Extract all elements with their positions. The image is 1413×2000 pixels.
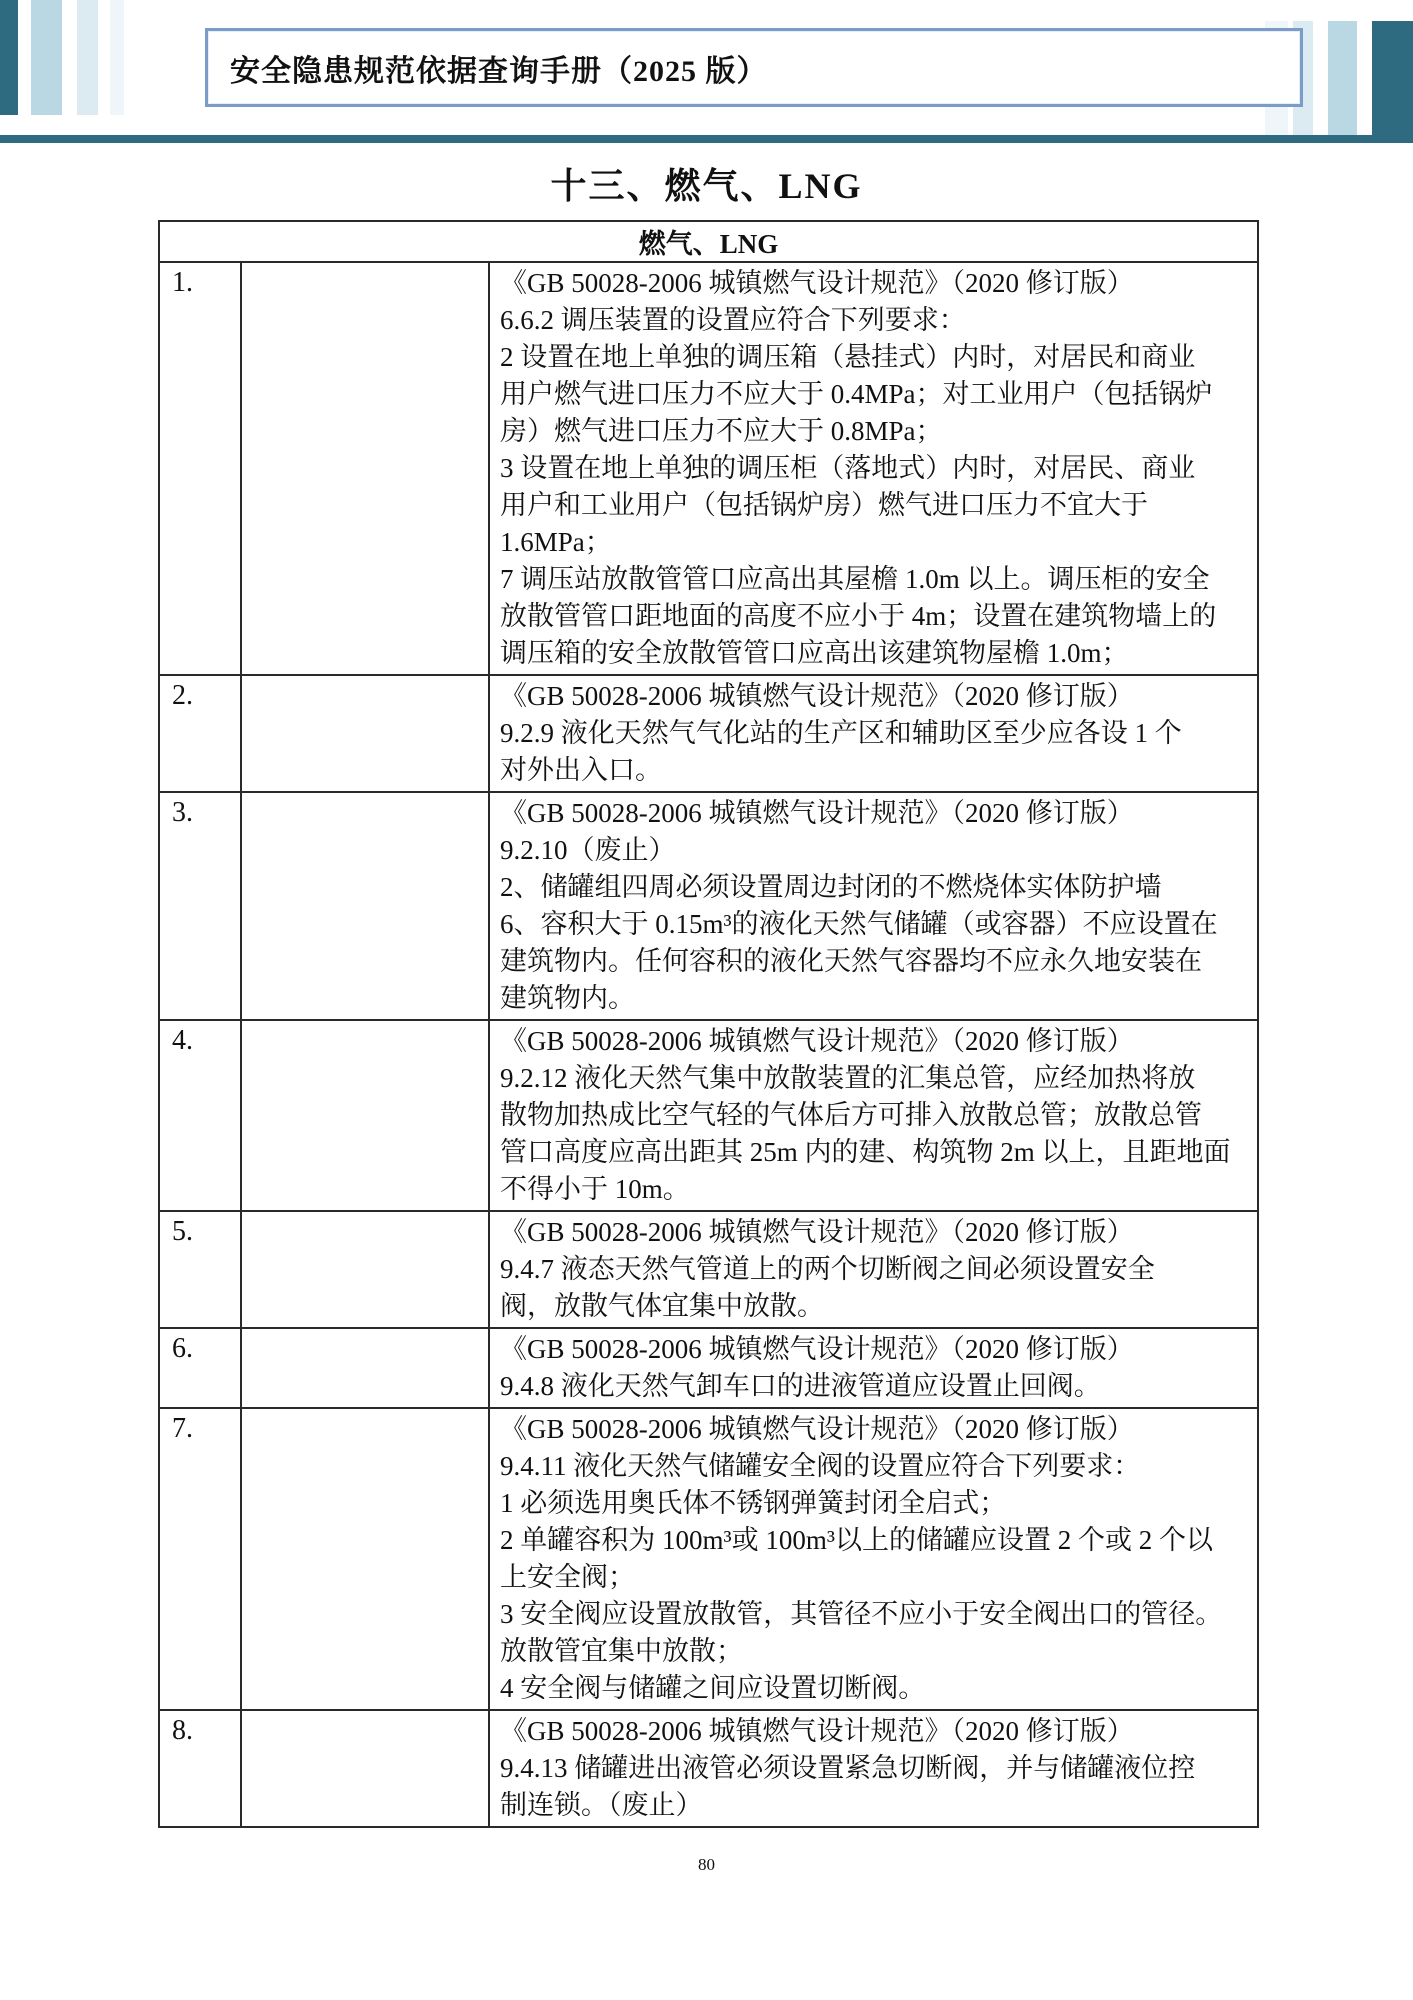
regulation-text-line: 《GB 50028-2006 城镇燃气设计规范》（2020 修订版）	[500, 1217, 1134, 1247]
regulation-text-line: 《GB 50028-2006 城镇燃气设计规范》（2020 修订版）	[500, 1716, 1134, 1746]
regulation-text-line: 阀，放散气体宜集中放散。	[500, 1291, 824, 1321]
regulation-text-line: 制连锁。（废止）	[500, 1790, 703, 1820]
regulation-text-line: 用户和工业用户（包括锅炉房）燃气进口压力不宜大于	[500, 490, 1148, 520]
row-regulation-text	[489, 1408, 1258, 1710]
table-row	[159, 1328, 1258, 1408]
table-row	[159, 1211, 1258, 1328]
regulation-text-line: 2 单罐容积为 100m³或 100m³以上的储罐应设置 2 个或 2 个以	[500, 1525, 1213, 1555]
deco-bar-left-palest	[110, 0, 124, 115]
row-number: 8.	[159, 1710, 241, 1827]
regulation-text-line: 9.4.8 液化天然气卸车口的进液管道应设置止回阀。	[500, 1371, 1101, 1401]
regulation-text-line: 9.4.11 液化天然气储罐安全阀的设置应符合下列要求：	[500, 1451, 1141, 1481]
regulation-text-line: 6.6.2 调压装置的设置应符合下列要求：	[500, 305, 966, 335]
row-regulation-text	[489, 675, 1258, 792]
regulation-text-line: 不得小于 10m。	[500, 1174, 690, 1204]
row-empty-cell	[241, 675, 489, 792]
row-regulation-text	[489, 1211, 1258, 1328]
row-number: 1.	[159, 262, 241, 675]
regulation-text-line: 9.2.10（废止）	[500, 835, 676, 865]
row-regulation-text	[489, 262, 1258, 675]
regulation-text-line: 2、储罐组四周必须设置周边封闭的不燃烧体实体防护墙	[500, 872, 1162, 902]
regulation-text-line: 9.2.9 液化天然气气化站的生产区和辅助区至少应各设 1 个	[500, 718, 1182, 748]
row-empty-cell	[241, 792, 489, 1020]
row-empty-cell	[241, 1710, 489, 1827]
row-regulation-text	[489, 1710, 1258, 1827]
regulation-text-line: 7 调压站放散管管口应高出其屋檐 1.0m 以上。调压柜的安全	[500, 564, 1210, 594]
regulation-text-line: 对外出入口。	[500, 755, 662, 785]
regulation-text-line: 房）燃气进口压力不应大于 0.8MPa；	[500, 416, 943, 446]
deco-bar-left-dark	[0, 0, 18, 115]
table-row	[159, 675, 1258, 792]
regulation-text-line: 《GB 50028-2006 城镇燃气设计规范》（2020 修订版）	[500, 1414, 1134, 1444]
regulation-text-line: 《GB 50028-2006 城镇燃气设计规范》（2020 修订版）	[500, 268, 1134, 298]
table-row	[159, 1710, 1258, 1827]
row-number: 6.	[159, 1328, 241, 1408]
table-row	[159, 792, 1258, 1020]
regulation-text-line: 9.4.7 液态天然气管道上的两个切断阀之间必须设置安全	[500, 1254, 1155, 1284]
manual-title: 安全隐患规范依据查询手册（2025 版）	[230, 54, 768, 88]
regulation-text-line: 9.2.12 液化天然气集中放散装置的汇集总管，应经加热将放	[500, 1063, 1196, 1093]
row-number: 4.	[159, 1020, 241, 1211]
row-empty-cell	[241, 1408, 489, 1710]
deco-bar-left-pale	[77, 0, 98, 115]
regulation-text-line: 《GB 50028-2006 城镇燃气设计规范》（2020 修订版）	[500, 798, 1134, 828]
row-regulation-text	[489, 792, 1258, 1020]
row-number: 5.	[159, 1211, 241, 1328]
regulation-text-line: 上安全阀；	[500, 1562, 635, 1592]
row-empty-cell	[241, 1211, 489, 1328]
regulation-text-line: 《GB 50028-2006 城镇燃气设计规范》（2020 修订版）	[500, 681, 1134, 711]
regulation-text-line: 散物加热成比空气轻的气体后方可排入放散总管；放散总管	[500, 1100, 1202, 1130]
header-divider-rule	[0, 135, 1413, 143]
deco-bar-left-light	[31, 0, 62, 115]
row-number: 2.	[159, 675, 241, 792]
regulation-text-line: 9.4.13 储罐进出液管必须设置紧急切断阀，并与储罐液位控	[500, 1753, 1196, 1783]
page-number: 80	[698, 1855, 715, 1874]
table-row	[159, 262, 1258, 675]
table-row	[159, 1020, 1258, 1211]
row-empty-cell	[241, 1328, 489, 1408]
regulation-text-line: 建筑物内。	[500, 983, 635, 1013]
table-row	[159, 1408, 1258, 1710]
row-number: 7.	[159, 1408, 241, 1710]
regulation-text-line: 2 设置在地上单独的调压箱（悬挂式）内时，对居民和商业	[500, 342, 1196, 372]
regulation-text-line: 1.6MPa；	[500, 527, 612, 557]
regulation-text-line: 放散管管口距地面的高度不应小于 4m；设置在建筑物墙上的	[500, 601, 1217, 631]
table-header-row	[159, 221, 1258, 262]
regulation-text-line: 4 安全阀与储罐之间应设置切断阀。	[500, 1673, 926, 1703]
row-empty-cell	[241, 1020, 489, 1211]
regulation-text-line: 调压箱的安全放散管管口应高出该建筑物屋檐 1.0m；	[500, 638, 1129, 668]
manual-title-box	[205, 28, 1303, 107]
regulation-text-line: 1 必须选用奥氏体不锈钢弹簧封闭全启式；	[500, 1488, 1007, 1518]
table-header: 燃气、LNG	[159, 221, 1258, 262]
section-title: 十三、燃气、LNG	[550, 166, 863, 206]
regulation-text-line: 建筑物内。任何容积的液化天然气容器均不应永久地安装在	[500, 946, 1202, 976]
regulation-text-line: 6、容积大于 0.15m³的液化天然气储罐（或容器）不应设置在	[500, 909, 1218, 939]
regulation-text-line: 管口高度应高出距其 25m 内的建、构筑物 2m 以上，且距地面	[500, 1137, 1231, 1167]
row-regulation-text	[489, 1328, 1258, 1408]
regulation-text-line: 用户燃气进口压力不应大于 0.4MPa；对工业用户（包括锅炉	[500, 379, 1213, 409]
row-number: 3.	[159, 792, 241, 1020]
row-regulation-text	[489, 1020, 1258, 1211]
regulation-text-line: 放散管宜集中放散；	[500, 1636, 743, 1666]
deco-bar-right-dark	[1372, 21, 1413, 143]
regulation-text-line: 《GB 50028-2006 城镇燃气设计规范》（2020 修订版）	[500, 1334, 1134, 1364]
regulation-table	[158, 220, 1259, 1828]
regulation-text-line: 3 设置在地上单独的调压柜（落地式）内时，对居民、商业	[500, 453, 1196, 483]
deco-bar-right-light	[1328, 21, 1357, 138]
regulation-text-line: 《GB 50028-2006 城镇燃气设计规范》（2020 修订版）	[500, 1026, 1134, 1056]
regulation-text-line: 3 安全阀应设置放散管，其管径不应小于安全阀出口的管径。	[500, 1599, 1223, 1629]
row-empty-cell	[241, 262, 489, 675]
